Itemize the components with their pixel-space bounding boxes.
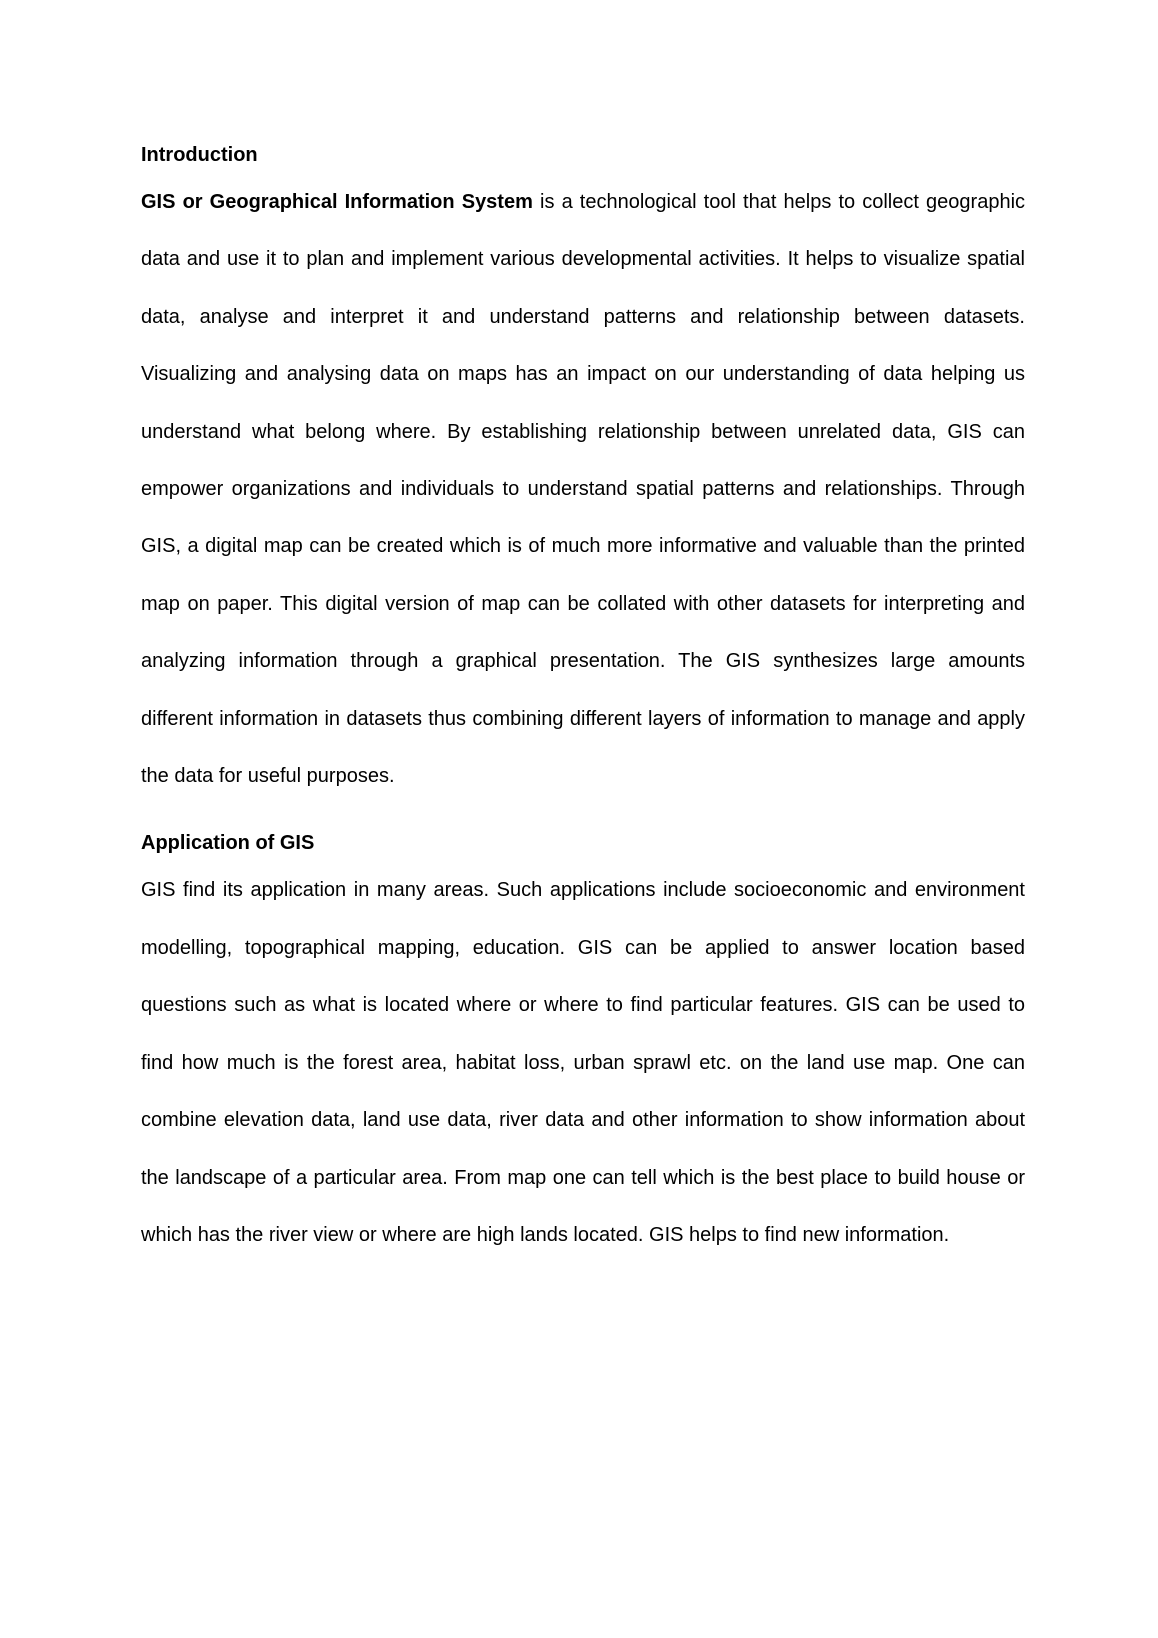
introduction-paragraph bbox=[141, 174, 1025, 805]
application-paragraph: GIS find its application in many areas. Such applications include socioeconomic and environment modelling, topographical mapping, education. GIS can be applied to answer location based questions such as what is located where or where to find particular features. GIS can be used to find how much is the forest area, habitat loss, urban sprawl etc. on the land use map. One can combine elevation data, land use data, river data and other information to show information about the landscape of a particular area. From map one can tell which is the best place to build house or which has the river view or where are high lands located. GIS helps to find new information. bbox=[141, 879, 1025, 1246]
introduction-body-text: is a technological tool that helps to collect geographic data and use it to plan and implement various developmental activities. It helps to visualize spatial data, analyse and interpret it and understand patterns and relationship between datasets. Visualizing and analysing data on maps has an impact on our understanding of data helping us understand what belong where. By establishing relationship between unrelated data, GIS can empower organizations and individuals to understand spatial patterns and relationships. Through GIS, a digital map can be created which is of much more informative and valuable than the printed map on paper. This digital version of map can be collated with other datasets for interpreting and analyzing information through a graphical presentation. The GIS synthesizes large amounts different information in datasets thus combining different layers of information to manage and apply the data for useful purposes. bbox=[141, 191, 1026, 788]
document-content bbox=[141, 136, 1025, 1264]
application-heading: Application of GIS bbox=[141, 832, 315, 855]
application-section bbox=[141, 824, 1025, 1264]
introduction-lead-term: GIS or Geographical Information System bbox=[141, 191, 533, 213]
introduction-heading: Introduction bbox=[141, 144, 258, 166]
introduction-section bbox=[141, 136, 1025, 805]
